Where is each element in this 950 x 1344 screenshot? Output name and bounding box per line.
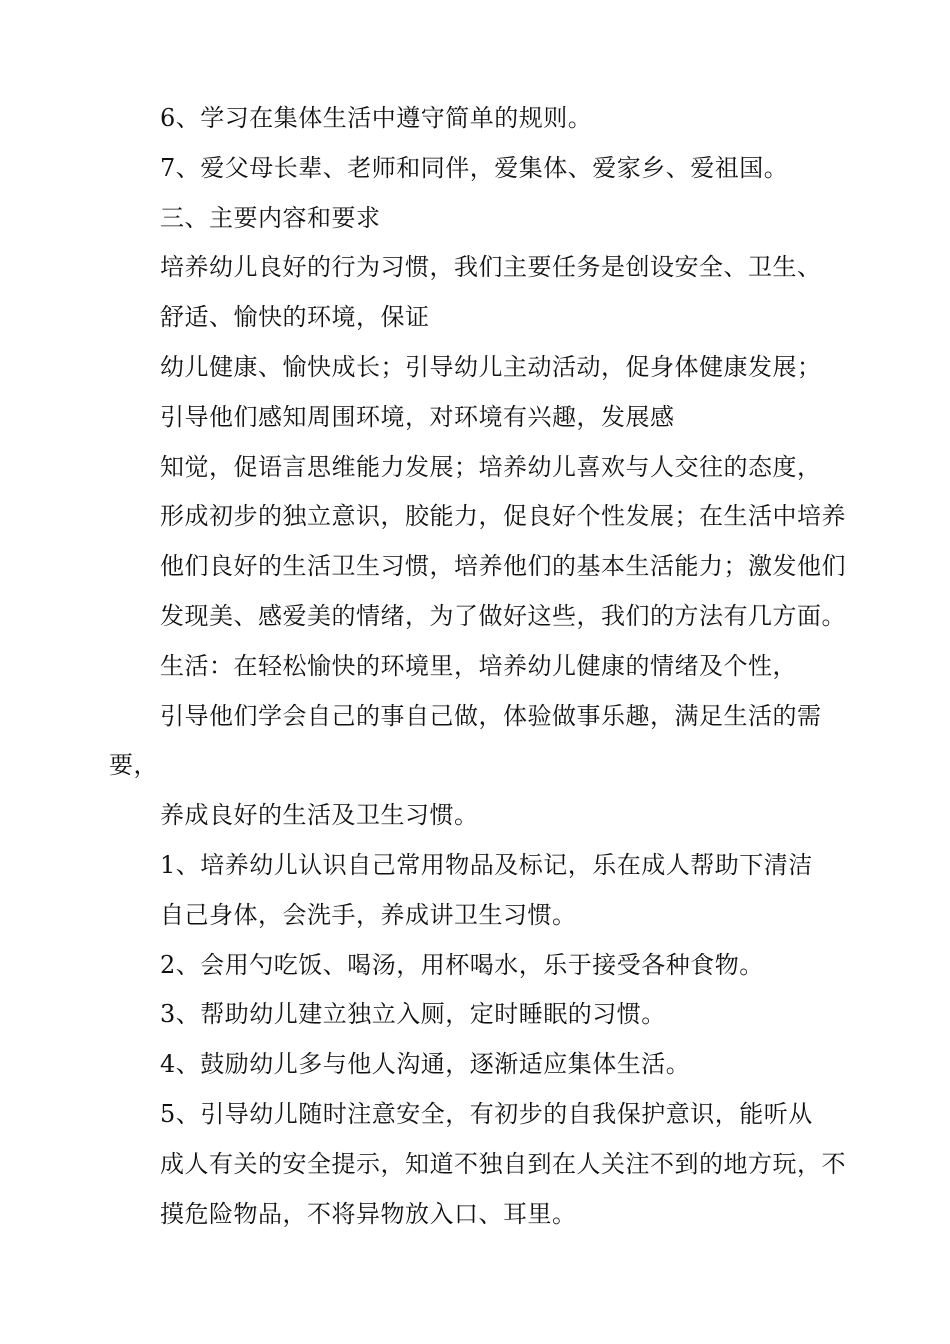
text-line: 5、引导幼儿随时注意安全，有初步的自我保护意识，能听从 [160, 1099, 813, 1128]
paragraph-perception [109, 443, 849, 642]
text-line: 4、鼓励幼儿多与他人沟通，逐渐适应集体生活。 [160, 1050, 691, 1079]
paragraph-life [109, 642, 849, 841]
text-line: 6、学习在集体生活中遵守简单的规则。 [160, 104, 593, 132]
text-line: 引导他们学会自己的事自己做，体验做事乐趣，满足生活的需要， [109, 701, 822, 780]
document-body [109, 94, 849, 1239]
list-item-3 [109, 990, 849, 1040]
text-line: 发现美、感爱美的情绪，为了做好这些，我们的方法有几方面。 [160, 601, 846, 630]
text-line: 知觉，促语言思维能力发展；培养幼儿喜欢与人交往的态度， [160, 452, 822, 481]
text-line: 7、爱父母长辈、老师和同伴，爱集体、爱家乡、爱祖国。 [160, 153, 789, 182]
section-heading [109, 194, 849, 244]
text-line: 摸危险物品，不将异物放入口、耳里。 [160, 1199, 577, 1228]
list-item-7 [109, 144, 849, 194]
paragraph-health [109, 343, 849, 443]
text-line: 2、会用勺吃饭、喝汤，用杯喝水，乐于接受各种食物。 [160, 950, 764, 979]
text-line: 培养幼儿良好的行为习惯，我们主要任务是创设安全、卫生、 [160, 253, 822, 282]
text-line: 成人有关的安全提示，知道不独自到在人关注不到的地方玩，不 [160, 1149, 846, 1178]
text-line: 3、帮助幼儿建立独立入厕，定时睡眠的习惯。 [160, 1000, 666, 1029]
list-item-6 [109, 94, 849, 144]
list-item-1 [109, 841, 849, 941]
list-item-5 [109, 1090, 849, 1239]
list-item-2 [109, 941, 849, 991]
text-line: 他们良好的生活卫生习惯，培养他们的基本生活能力；激发他们 [160, 552, 846, 581]
text-line: 自己身体，会洗手，养成讲卫生习惯。 [160, 900, 577, 929]
text-line: 幼儿健康、愉快成长；引导幼儿主动活动，促身体健康发展； [160, 352, 822, 381]
text-line: 1、培养幼儿认识自己常用物品及标记，乐在成人帮助下清洁 [160, 850, 813, 879]
paragraph-goals [109, 243, 849, 343]
text-line: 三、主要内容和要求 [160, 203, 381, 232]
text-line: 养成良好的生活及卫生习惯。 [160, 801, 479, 830]
text-line: 形成初步的独立意识，胶能力，促良好个性发展；在生活中培养 [160, 502, 846, 531]
text-line: 引导他们感知周围环境，对环境有兴趣，发展感 [160, 402, 675, 431]
list-item-4 [109, 1040, 849, 1090]
text-line: 舒适、愉快的环境，保证 [160, 303, 430, 332]
text-line: 生活：在轻松愉快的环境里，培养幼儿健康的情绪及个性， [160, 651, 797, 680]
